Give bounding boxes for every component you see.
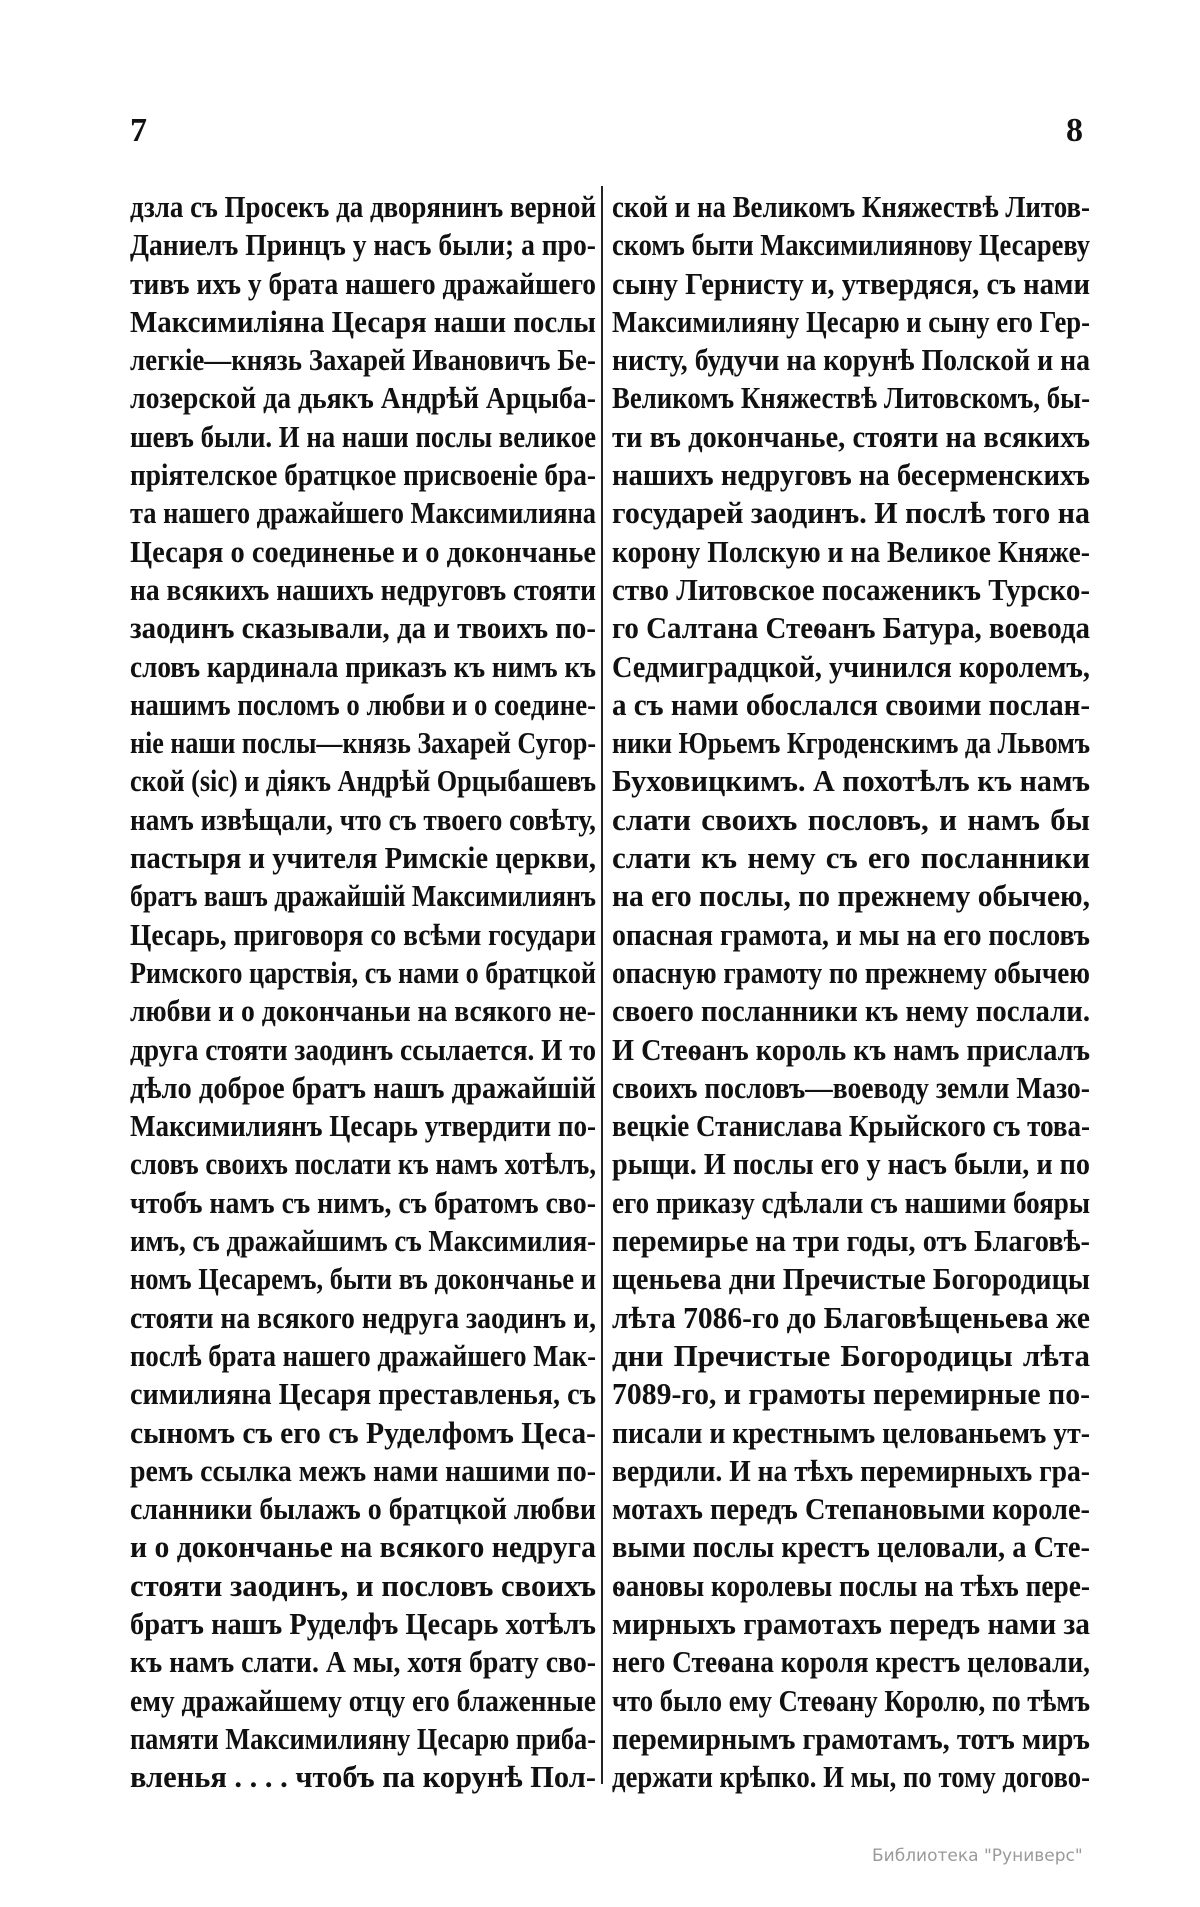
text-line: скомъ быти Максимилиянову Цесареву xyxy=(612,227,1090,263)
text-line: словъ своихъ послати къ намъ хотѣлъ, xyxy=(130,1146,596,1182)
text-line: братъ вашъ дражайшій Максимилиянъ xyxy=(130,878,596,914)
text-line: симилияна Цесаря преставленья, съ xyxy=(130,1376,596,1412)
text-line: держати крѣпко. И мы, по тому догово- xyxy=(612,1759,1090,1795)
text-line: любви и о докончаньи на всякого не- xyxy=(130,993,596,1029)
text-line: своихъ пословъ—воеводу земли Мазо- xyxy=(612,1069,1090,1105)
text-line: щеньева дни Пречистые Богородицы xyxy=(612,1261,1090,1297)
text-line: его приказу сдѣлали съ нашими бояры xyxy=(612,1184,1090,1220)
text-line: опасная грамота, и мы на его пословъ xyxy=(612,916,1090,952)
text-line: ему дражайшему отцу его блаженные xyxy=(130,1682,596,1718)
text-line: братъ нашъ Руделфъ Цесарь хотѣлъ xyxy=(130,1605,596,1641)
text-line: имъ, съ дражайшимъ съ Максимилия- xyxy=(130,1223,596,1259)
text-line: вердили. И на тѣхъ перемирныхъ гра- xyxy=(612,1452,1090,1488)
text-line: Цесарь, приговоря со всѣми государи xyxy=(130,916,596,952)
library-watermark: Библиотека "Руниверс" xyxy=(872,1846,1083,1866)
text-line: ніе наши послы—князь Захарей Сугор- xyxy=(130,725,596,761)
text-line: на всякихъ нашихъ недруговъ стояти xyxy=(130,571,596,607)
text-line: го Салтана Стеѳанъ Батура, воевода xyxy=(612,610,1090,646)
text-line: государей заодинъ. И послѣ того на xyxy=(612,495,1090,531)
text-line: ѳановы королевы послы на тѣхъ пере- xyxy=(612,1567,1090,1603)
text-line: та нашего дражайшего Максимилияна xyxy=(130,495,596,531)
text-line: писали и крестнымъ целованьемъ ут- xyxy=(612,1414,1090,1450)
text-line: сыномъ съ его съ Руделфомъ Цеса- xyxy=(130,1414,596,1450)
text-line: перемирье на три годы, отъ Благовѣ- xyxy=(612,1223,1090,1259)
text-line: него Стеѳана короля крестъ целовали, xyxy=(612,1644,1090,1680)
text-line: а съ нами обослался своими послан- xyxy=(612,686,1090,722)
text-line: стояти на всякого недруга заодинъ и, xyxy=(130,1299,596,1335)
text-line: И Стеѳанъ король къ намъ прислалъ xyxy=(612,1031,1090,1067)
text-line: дѣло доброе братъ нашъ дражайшій xyxy=(130,1069,596,1105)
text-line: на его послы, по прежнему обычею, xyxy=(612,878,1090,914)
text-line: послѣ брата нашего дражайшего Мак- xyxy=(130,1337,596,1373)
text-line: сыну Гернисту и, утвердяся, съ нами xyxy=(612,265,1090,301)
text-line: стояти заодинъ, и пословъ своихъ xyxy=(130,1567,596,1603)
text-line: вленья . . . . чтобъ па корунѣ Пол- xyxy=(130,1759,596,1795)
text-line: рыщи. И послы его у насъ были, и по xyxy=(612,1146,1090,1182)
text-line: своего посланники къ нему послали. xyxy=(612,993,1090,1029)
text-line: лозерской да дьякъ Андрѣй Арцыба- xyxy=(130,380,596,416)
text-line: ство Литовское посаженикъ Турско- xyxy=(612,571,1090,607)
text-line: слати къ нему съ его посланники xyxy=(612,840,1090,876)
page-number-right: 8 xyxy=(1066,112,1083,149)
text-line: намъ извѣщали, что съ твоего совѣту, xyxy=(130,801,596,837)
text-line: мотахъ передъ Степановыми короле- xyxy=(612,1491,1090,1527)
page-number-left: 7 xyxy=(130,112,147,149)
text-line: сланники былажъ о братцкой любви xyxy=(130,1491,596,1527)
text-line: 7089-го, и грамоты перемирные по- xyxy=(612,1376,1090,1412)
text-line: шевъ были. И на наши послы великое xyxy=(130,418,596,454)
text-line: вецкіе Станислава Крыйского съ това- xyxy=(612,1108,1090,1144)
text-line: Буховицкимъ. А похотѣлъ къ намъ xyxy=(612,763,1090,799)
text-line: нашихъ недруговъ на бесерменскихъ xyxy=(612,457,1090,493)
text-line: лѣта 7086-го до Благовѣщеньева же xyxy=(612,1299,1090,1335)
left-column-text xyxy=(130,188,596,1796)
text-line: Великомъ Княжествѣ Литовскомъ, бы- xyxy=(612,380,1090,416)
text-line: тивъ ихъ у брата нашего дражайшего xyxy=(130,265,596,301)
text-line: Даниелъ Принцъ у насъ были; а про- xyxy=(130,227,596,263)
text-line: перемирнымъ грамотамъ, тотъ миръ xyxy=(612,1720,1090,1756)
text-line: мирныхъ грамотахъ передъ нами за xyxy=(612,1605,1090,1641)
text-line: пріятелское братцкое присвоеніе бра- xyxy=(130,457,596,493)
text-line: ники Юрьемъ Кгроденскимъ да Львомъ xyxy=(612,725,1090,761)
text-line: Максимилияну Цесарю и сыну его Гер- xyxy=(612,303,1090,339)
text-line: чтобъ намъ съ нимъ, съ братомъ сво- xyxy=(130,1184,596,1220)
text-line: дни Пречистые Богородицы лѣта xyxy=(612,1337,1090,1373)
text-line: памяти Максимилияну Цесарю приба- xyxy=(130,1720,596,1756)
text-line: друга стояти заодинъ ссылается. И то xyxy=(130,1031,596,1067)
text-line: ской и на Великомъ Княжествѣ Литов- xyxy=(612,189,1090,224)
text-line: Максимилиянъ Цесарь утвердити по- xyxy=(130,1108,596,1144)
text-line: пастыря и учителя Римскіе церкви, xyxy=(130,840,596,876)
text-line: заодинъ сказывали, да и твоихъ по- xyxy=(130,610,596,646)
text-line: къ намъ слати. А мы, хотя брату сво- xyxy=(130,1644,596,1680)
column-divider xyxy=(601,186,603,1784)
text-line: и о докончанье на всякого недруга xyxy=(130,1529,596,1565)
text-line: что было ему Стеѳану Королю, по тѣмъ xyxy=(612,1682,1090,1718)
text-line: корону Полскую и на Великое Княже- xyxy=(612,533,1090,569)
text-line: нисту, будучи на корунѣ Полской и на xyxy=(612,342,1090,378)
text-line: нашимъ посломъ о любви и о соедине- xyxy=(130,686,596,722)
text-line: ской (sic) и діякъ Андрѣй Орцыбашевъ xyxy=(130,763,596,799)
text-line: легкіе—князь Захарей Ивановичъ Бе- xyxy=(130,342,596,378)
text-line: опасную грамоту по прежнему обычею xyxy=(612,954,1090,990)
text-line: Максимиліяна Цесаря наши послы xyxy=(130,303,596,339)
text-line: ремъ ссылка межъ нами нашими по- xyxy=(130,1452,596,1488)
text-line: выми послы крестъ целовали, а Сте- xyxy=(612,1529,1090,1565)
text-line: ти въ докончанье, стояти на всякихъ xyxy=(612,418,1090,454)
text-line: Седмиградцкой, учинился королемъ, xyxy=(612,648,1090,684)
text-line: Римского царствія, съ нами о братцкой xyxy=(130,954,596,990)
text-line: номъ Цесаремъ, быти въ докончанье и xyxy=(130,1261,596,1297)
text-line: словъ кардинала приказъ къ нимъ къ xyxy=(130,648,596,684)
right-column-text xyxy=(612,188,1090,1796)
text-line: дзла съ Просекъ да дворянинъ верной xyxy=(130,189,596,224)
text-line: слати своихъ пословъ, и намъ бы xyxy=(612,801,1090,837)
text-line: Цесаря о соединенье и о докончанье xyxy=(130,533,596,569)
